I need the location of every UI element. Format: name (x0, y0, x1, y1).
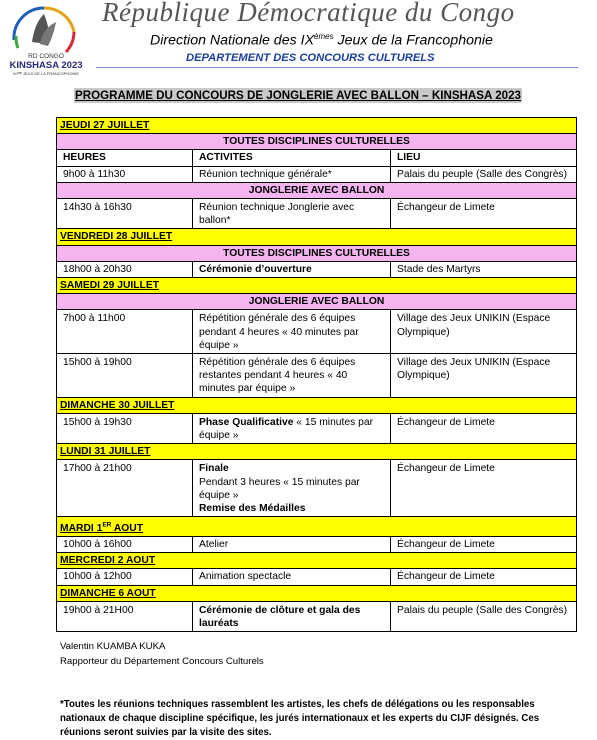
discipline-label: JONGLERIE AVEC BALLON (57, 182, 577, 198)
place-cell: Palais du peuple (Salle des Congrès) (391, 601, 577, 631)
table-row (57, 354, 577, 398)
day-label-sup: ER (102, 521, 112, 529)
day-row (57, 118, 577, 134)
time-cell: 15h00 à 19h00 (57, 354, 193, 398)
activity-rest: Pendant 3 heures « 15 minutes par équipe » (199, 476, 360, 501)
discipline-row (57, 245, 577, 261)
time-cell: 9h00 à 11h30 (57, 166, 193, 182)
day-row (57, 397, 577, 413)
discipline-label: TOUTES DISCIPLINES CULTURELLES (57, 134, 577, 150)
activity-bold-2: Remise des Médailles (199, 503, 306, 515)
discipline-row (57, 134, 577, 150)
time-cell: 10h00 à 16h00 (57, 536, 193, 552)
discipline-row (57, 294, 577, 310)
day-label: LUNDI 31 JUILLET (60, 446, 151, 458)
day-row (57, 278, 577, 294)
discipline-label: JONGLERIE AVEC BALLON (57, 294, 577, 310)
republic-title: République Démocratique du Congo (102, 0, 515, 27)
activity-cell: Réunion technique générale* (193, 166, 391, 182)
col-place: LIEU (391, 150, 577, 166)
logo-line2: KINSHASA 2023 (9, 60, 83, 71)
activity-bold: Finale (199, 463, 229, 475)
activity-rest: « 15 minutes par équipe » (199, 416, 373, 442)
discipline-row (57, 182, 577, 198)
signatory-role: Rapporteur du Département Concours Culturels (60, 656, 264, 667)
signatory-name: Valentin KUAMBA KUKA (60, 641, 166, 652)
table-row (57, 261, 577, 277)
activity-cell: Répétition générale des 6 équipes restantes pendant 4 heures « 40 minutes par équipe » (193, 354, 391, 398)
footnote: *Toutes les réunions techniques rassemblent les artistes, les chefs de délégations ou les responsables nationaux de chaque discipline spécifique, les jurés internationaux et les experts du CIJF désignés. Ces réunions seront suivies par la visite des sites. (60, 699, 540, 738)
place-cell: Échangeur de Limete (391, 569, 577, 585)
place-cell: Village des Jeux UNIKIN (Espace Olympique) (391, 310, 577, 354)
department-title: DEPARTEMENT DES CONCOURS CULTURELS (186, 52, 435, 64)
place-cell: Échangeur de Limete (391, 536, 577, 552)
activity-cell: Atelier (193, 536, 391, 552)
direction-title (150, 32, 493, 49)
table-row (57, 601, 577, 631)
discipline-label: TOUTES DISCIPLINES CULTURELLES (57, 245, 577, 261)
place-cell: Stade des Martyrs (391, 261, 577, 277)
activity-cell: Réunion technique Jonglerie avec ballon* (193, 199, 391, 229)
time-cell: 14h30 à 16h30 (57, 199, 193, 229)
programme-table (56, 117, 577, 632)
place-cell: Palais du peuple (Salle des Congrès) (391, 166, 577, 182)
time-cell: 19h00 à 21H00 (57, 601, 193, 631)
day-row (57, 229, 577, 245)
logo-line3: IXᵉᴹᴱ JEUX DE LA FRANCOPHONIE (12, 71, 80, 76)
time-cell: 15h00 à 19h30 (57, 413, 193, 443)
table-row (57, 413, 577, 443)
direction-after: Jeux de la Francophonie (333, 32, 493, 49)
header-divider (96, 67, 578, 68)
column-header-row (57, 150, 577, 166)
col-activities: ACTIVITES (193, 150, 391, 166)
direction-sup: èmes (314, 32, 334, 41)
day-row (57, 585, 577, 601)
day-row (57, 517, 577, 537)
table-row (57, 166, 577, 182)
table-row (57, 460, 577, 517)
activity-cell (193, 413, 391, 443)
activity-bold: Phase Qualificative (199, 416, 294, 428)
day-label: JEUDI 27 JUILLET (60, 120, 150, 131)
activity-cell: Cérémonie de clôture et gala des lauréats (193, 601, 391, 631)
table-row (57, 536, 577, 552)
activity-cell (193, 460, 391, 517)
activity-cell: Animation spectacle (193, 569, 391, 585)
table-row (57, 199, 577, 229)
day-label: MERCREDI 2 AOUT (60, 555, 156, 567)
table-row (57, 310, 577, 354)
col-hours: HEURES (57, 150, 193, 166)
day-label (60, 523, 143, 534)
day-label: DIMANCHE 30 JUILLET (60, 399, 175, 411)
day-label: VENDREDI 28 JUILLET (60, 231, 173, 243)
time-cell: 7h00 à 11h00 (57, 310, 193, 354)
programme-title: PROGRAMME DU CONCOURS DE JONGLERIE AVEC BALLON – KINSHASA 2023 (75, 89, 521, 102)
day-label-before: MARDI 1 (60, 522, 103, 534)
time-cell: 17h00 à 21h00 (57, 460, 193, 517)
place-cell: Échangeur de Limete (391, 460, 577, 517)
day-label: DIMANCHE 6 AOUT (60, 587, 156, 599)
day-row (57, 444, 577, 460)
place-cell: Village des Jeux UNIKIN (Espace Olympique) (391, 354, 577, 398)
day-row (57, 553, 577, 569)
day-label: SAMEDI 29 JUILLET (60, 280, 159, 292)
time-cell: 18h00 à 20h30 (57, 261, 193, 277)
games-logo (4, 2, 88, 80)
table-row (57, 569, 577, 585)
direction-before: Direction Nationale des IX (150, 32, 315, 49)
time-cell: 10h00 à 12h00 (57, 569, 193, 585)
place-cell: Échangeur de Limete (391, 413, 577, 443)
day-label-after: AOUT (111, 522, 144, 534)
logo-line1: RD CONGO (28, 53, 64, 60)
place-cell: Échangeur de Limete (391, 199, 577, 229)
activity-cell: Cérémonie d’ouverture (193, 261, 391, 277)
activity-cell: Répétition générale des 6 équipes pendant 4 heures « 40 minutes par équipe » (193, 310, 391, 354)
